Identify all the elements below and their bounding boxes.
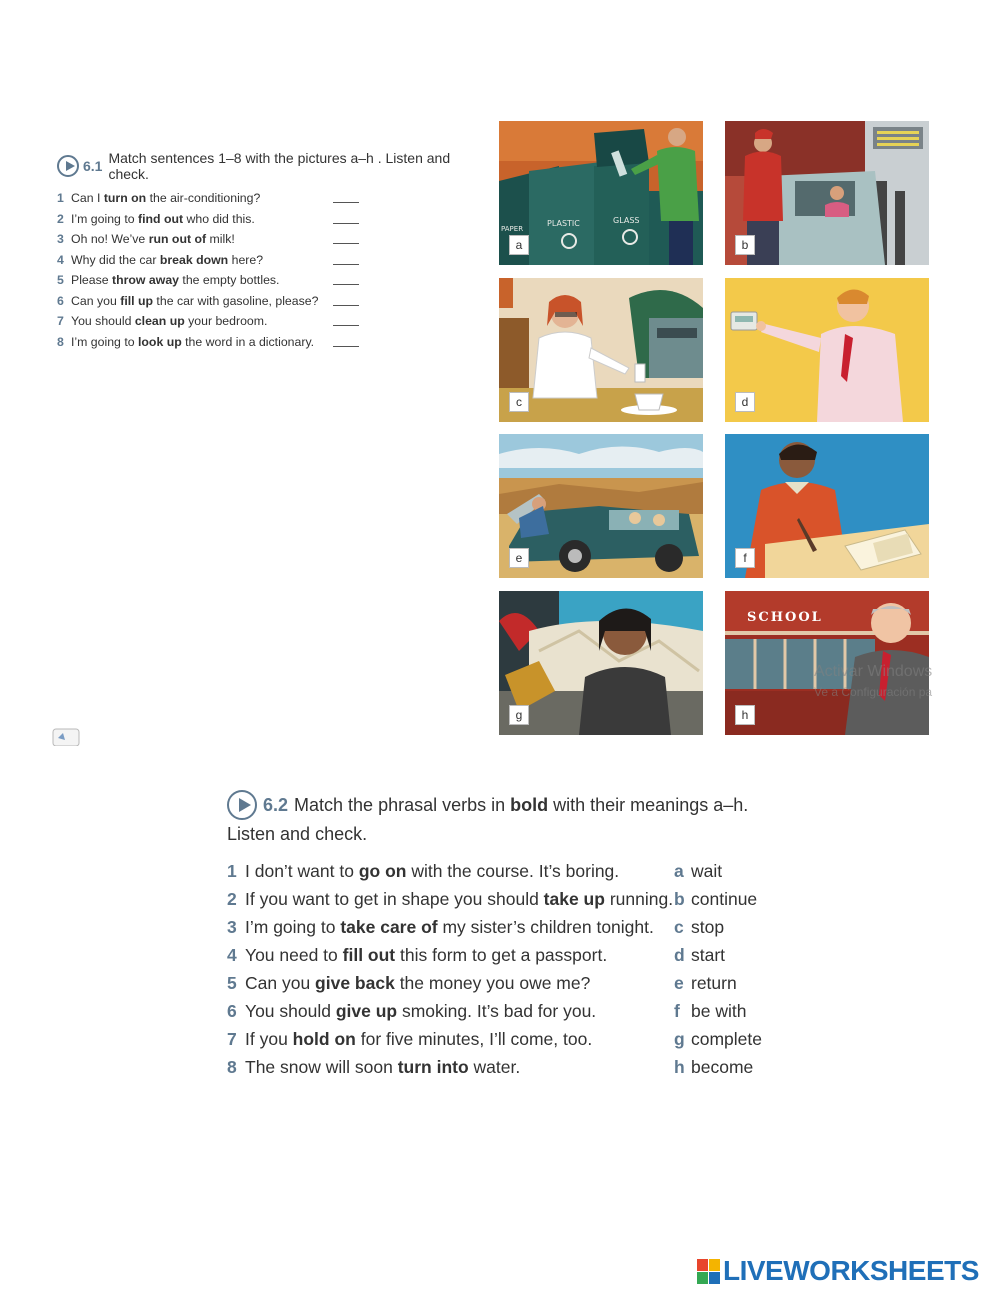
meaning-text: return	[691, 972, 737, 993]
picture-g	[499, 591, 703, 735]
logo-block	[697, 1259, 708, 1271]
sentence-text: Can you fill up the car with gasoline, please?	[71, 293, 319, 308]
matching-row	[227, 941, 827, 969]
answer-blank[interactable]	[333, 296, 359, 306]
thermostat-illustration	[725, 278, 929, 422]
picture-c	[499, 278, 703, 422]
sentence-text: Why did the car break down here?	[71, 252, 264, 267]
exercise-instruction: Match the phrasal verbs in bold with their meanings a–h.	[294, 794, 749, 815]
item-number: 8	[57, 334, 64, 349]
exercise-6-2	[227, 790, 827, 1081]
item-number: 6	[57, 293, 64, 308]
exercise-number: 6.1	[83, 158, 103, 174]
sentence-text: Can you give back the money you owe me?	[245, 972, 591, 993]
phrasal-verb: throw away	[112, 273, 179, 288]
sentence-item	[57, 311, 477, 332]
meaning-text: stop	[691, 916, 725, 937]
sentence-item	[57, 209, 477, 230]
picture-b	[725, 121, 929, 265]
logo-block	[709, 1259, 720, 1271]
item-number: 3	[227, 916, 237, 937]
meaning-letter: a	[674, 860, 684, 881]
meaning-text: continue	[691, 888, 758, 909]
recycling-illustration	[499, 121, 703, 265]
image-placeholder-icon	[52, 728, 82, 746]
meaning-text: start	[691, 944, 726, 965]
item-number: 7	[57, 314, 64, 329]
svg-text:PLASTIC: PLASTIC	[547, 219, 580, 228]
matching-list	[227, 857, 827, 1081]
sentence-text: If you hold on for five minutes, I’ll come, too.	[245, 1028, 593, 1049]
messy-bedroom-illustration	[499, 591, 703, 735]
answer-blank[interactable]	[333, 234, 359, 244]
matching-row	[227, 997, 827, 1025]
item-number: 1	[57, 191, 64, 206]
sentence-text: Please throw away the empty bottles.	[71, 273, 280, 288]
sentence-text: Oh no! We’ve run out of milk!	[71, 232, 235, 247]
answer-blank[interactable]	[333, 275, 359, 285]
item-number: 1	[227, 860, 237, 881]
picture-label: h	[735, 705, 755, 725]
item-number: 8	[227, 1056, 237, 1077]
play-audio-icon[interactable]	[57, 155, 79, 177]
sentence-text: You should give up smoking. It’s bad for you.	[245, 1000, 597, 1021]
logo-blocks-icon	[697, 1259, 720, 1284]
phrasal-verb: turn on	[103, 191, 147, 206]
meaning-letter: h	[674, 1056, 685, 1077]
item-number: 4	[227, 944, 237, 965]
phrasal-verb: break down	[159, 252, 229, 267]
picture-label: b	[735, 235, 755, 255]
sentence-text: I’m going to take care of my sister’s children tonight.	[245, 916, 654, 937]
phrasal-verb: look up	[138, 334, 182, 349]
watermark-line: Activar Windows	[814, 663, 933, 680]
answer-blank[interactable]	[333, 337, 359, 347]
phrasal-verb: hold on	[292, 1028, 356, 1049]
phrasal-verb: take up	[543, 888, 605, 909]
exercise-instruction-line2: Listen and check.	[227, 824, 368, 844]
picture-f	[725, 434, 929, 578]
answer-blank[interactable]	[333, 214, 359, 224]
item-number: 3	[57, 232, 64, 247]
meaning-text: wait	[691, 860, 723, 881]
play-audio-icon[interactable]	[227, 790, 257, 820]
meaning-letter: b	[674, 888, 685, 909]
meaning-letter: e	[674, 972, 684, 993]
matching-row	[227, 885, 827, 913]
picture-label: c	[509, 392, 529, 412]
matching-row	[227, 1025, 827, 1053]
picture-a	[499, 121, 703, 265]
sentence-item	[57, 332, 477, 353]
phrasal-verb: clean up	[134, 314, 185, 329]
phrasal-verb: go on	[358, 860, 407, 881]
sentence-text: Can I turn on the air-conditioning?	[71, 191, 261, 206]
svg-text:PAPER: PAPER	[501, 225, 524, 233]
gas-station-illustration	[725, 121, 929, 265]
logo-block	[697, 1272, 708, 1284]
matching-row	[227, 969, 827, 997]
coffee-illustration	[499, 278, 703, 422]
matching-row	[227, 1053, 827, 1081]
meaning-letter: c	[674, 916, 684, 937]
sentence-text: I don’t want to go on with the course. It’s boring.	[245, 860, 620, 881]
sentence-item	[57, 270, 477, 291]
svg-text:SCHOOL: SCHOOL	[747, 610, 823, 625]
item-number: 2	[57, 211, 64, 226]
picture-label: d	[735, 392, 755, 412]
svg-text:GLASS: GLASS	[613, 216, 640, 225]
sentence-item	[57, 291, 477, 312]
meaning-text: complete	[691, 1028, 763, 1049]
sentence-text: You should clean up your bedroom.	[71, 314, 268, 329]
sentence-item	[57, 250, 477, 271]
activation-watermark	[814, 662, 932, 702]
meaning-text: be with	[691, 1000, 747, 1021]
liveworksheets-logo[interactable]	[697, 1255, 979, 1287]
picture-label: e	[509, 548, 529, 568]
watermark-line: Ve a Configuración pa	[814, 685, 933, 699]
logo-block	[709, 1272, 720, 1284]
item-number: 5	[227, 972, 237, 993]
matching-row	[227, 913, 827, 941]
phrasal-verb: give up	[335, 1000, 398, 1021]
sentence-item	[57, 229, 477, 250]
picture-label: a	[509, 235, 529, 255]
sentence-text: The snow will soon turn into water.	[245, 1056, 521, 1077]
sentence-list	[57, 188, 477, 352]
dictionary-illustration	[725, 434, 929, 578]
picture-label: g	[509, 705, 529, 725]
meaning-text: become	[691, 1056, 754, 1077]
exercise-instruction: Match sentences 1–8 with the pictures a–h . Listen and check.	[108, 150, 451, 182]
exercise-6-1-header	[57, 150, 477, 182]
phrasal-verb: fill out	[342, 944, 396, 965]
item-number: 2	[227, 888, 237, 909]
answer-blank[interactable]	[333, 255, 359, 265]
picture-label: f	[735, 548, 755, 568]
sentence-item	[57, 188, 477, 209]
picture-d	[725, 278, 929, 422]
exercise-6-2-header	[227, 790, 827, 820]
matching-row	[227, 857, 827, 885]
phrasal-verb: take care of	[340, 916, 438, 937]
broken-car-illustration	[499, 434, 703, 578]
answer-blank[interactable]	[333, 193, 359, 203]
logo-text: LIVEWORKSHEETS	[723, 1255, 979, 1286]
phrasal-verb: turn into	[397, 1056, 469, 1077]
phrasal-verb: fill up	[120, 293, 154, 308]
item-number: 7	[227, 1028, 237, 1049]
meaning-letter: f	[674, 1000, 680, 1021]
picture-e	[499, 434, 703, 578]
sentence-text: I’m going to look up the word in a dictionary.	[71, 334, 315, 349]
item-number: 6	[227, 1000, 237, 1021]
meaning-letter: g	[674, 1028, 685, 1049]
sentence-text: You need to fill out this form to get a passport.	[245, 944, 608, 965]
item-number: 5	[57, 273, 64, 288]
item-number: 4	[57, 252, 64, 267]
answer-blank[interactable]	[333, 316, 359, 326]
sentence-text: If you want to get in shape you should take up running.	[245, 888, 674, 909]
exercise-6-1	[57, 150, 477, 352]
exercise-number: 6.2	[263, 794, 289, 815]
phrasal-verb: run out of	[148, 232, 207, 247]
phrasal-verb: find out	[138, 211, 184, 226]
sentence-text: I’m going to find out who did this.	[71, 211, 255, 226]
meaning-letter: d	[674, 944, 685, 965]
phrasal-verb: give back	[315, 972, 395, 993]
